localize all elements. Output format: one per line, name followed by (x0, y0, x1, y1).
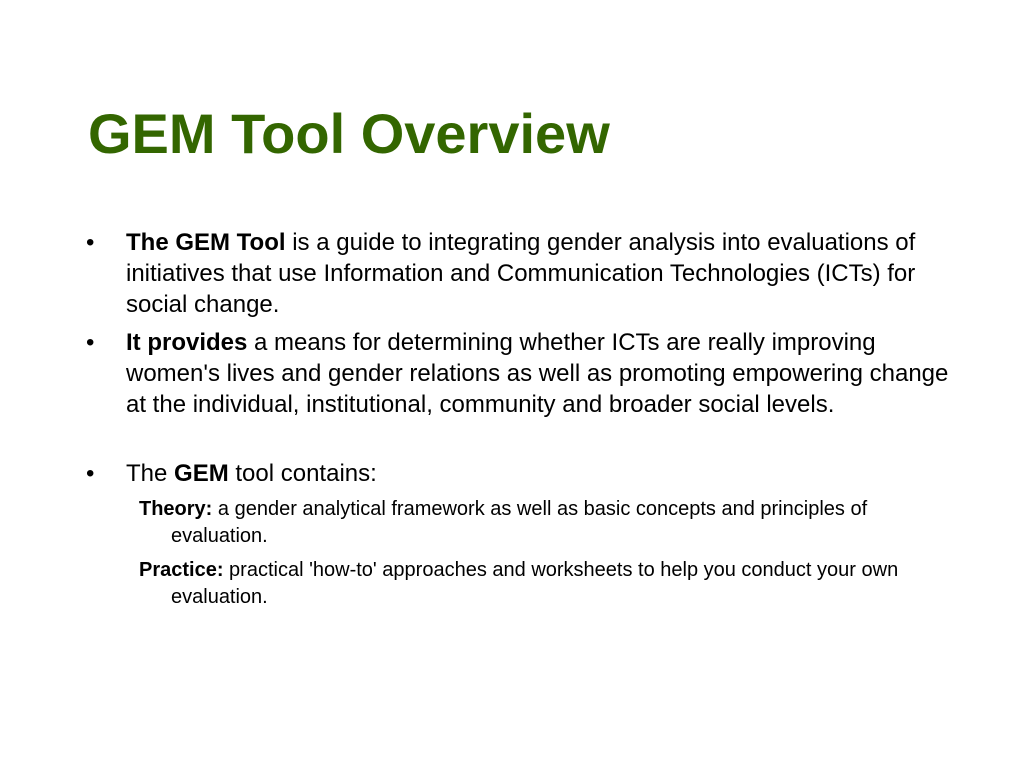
bullet-dot: • (86, 460, 95, 487)
slide-content (86, 227, 966, 618)
sub-item-label: Theory: (139, 498, 213, 520)
bullet-bold-text: GEM (174, 460, 229, 487)
slide-title: GEM Tool Overview (88, 102, 610, 165)
bullet-bold-text: It provides (126, 329, 248, 356)
bullet-dot: • (86, 329, 95, 356)
spacer (86, 427, 966, 458)
bullet-item (86, 227, 966, 320)
sub-item-label: Practice: (139, 559, 224, 581)
sub-item-practice (139, 557, 966, 611)
bullet-prefix: The (126, 460, 175, 487)
bullet-text: a means for determining whether ICTs are really improving women's lives and gender relations as well as promoting empowering change at the individual, institutional, community and broader social levels. (126, 329, 949, 418)
sub-item-text: practical 'how-to' approaches and worksheets to help you conduct your own evaluation. (171, 559, 899, 608)
bullet-text: is a guide to integrating gender analysis into evaluations of initiatives that use Information and Communication Technologies (ICTs) for social change. (126, 229, 916, 318)
sub-item-theory (139, 496, 966, 550)
bullet-text: tool contains: (228, 460, 377, 487)
bullet-bold-text: The GEM Tool (126, 229, 286, 256)
sub-item-text: a gender analytical framework as well as basic concepts and principles of evaluation. (171, 498, 868, 547)
bullet-dot: • (86, 229, 95, 256)
bullet-item (86, 327, 966, 420)
bullet-item (86, 458, 966, 489)
